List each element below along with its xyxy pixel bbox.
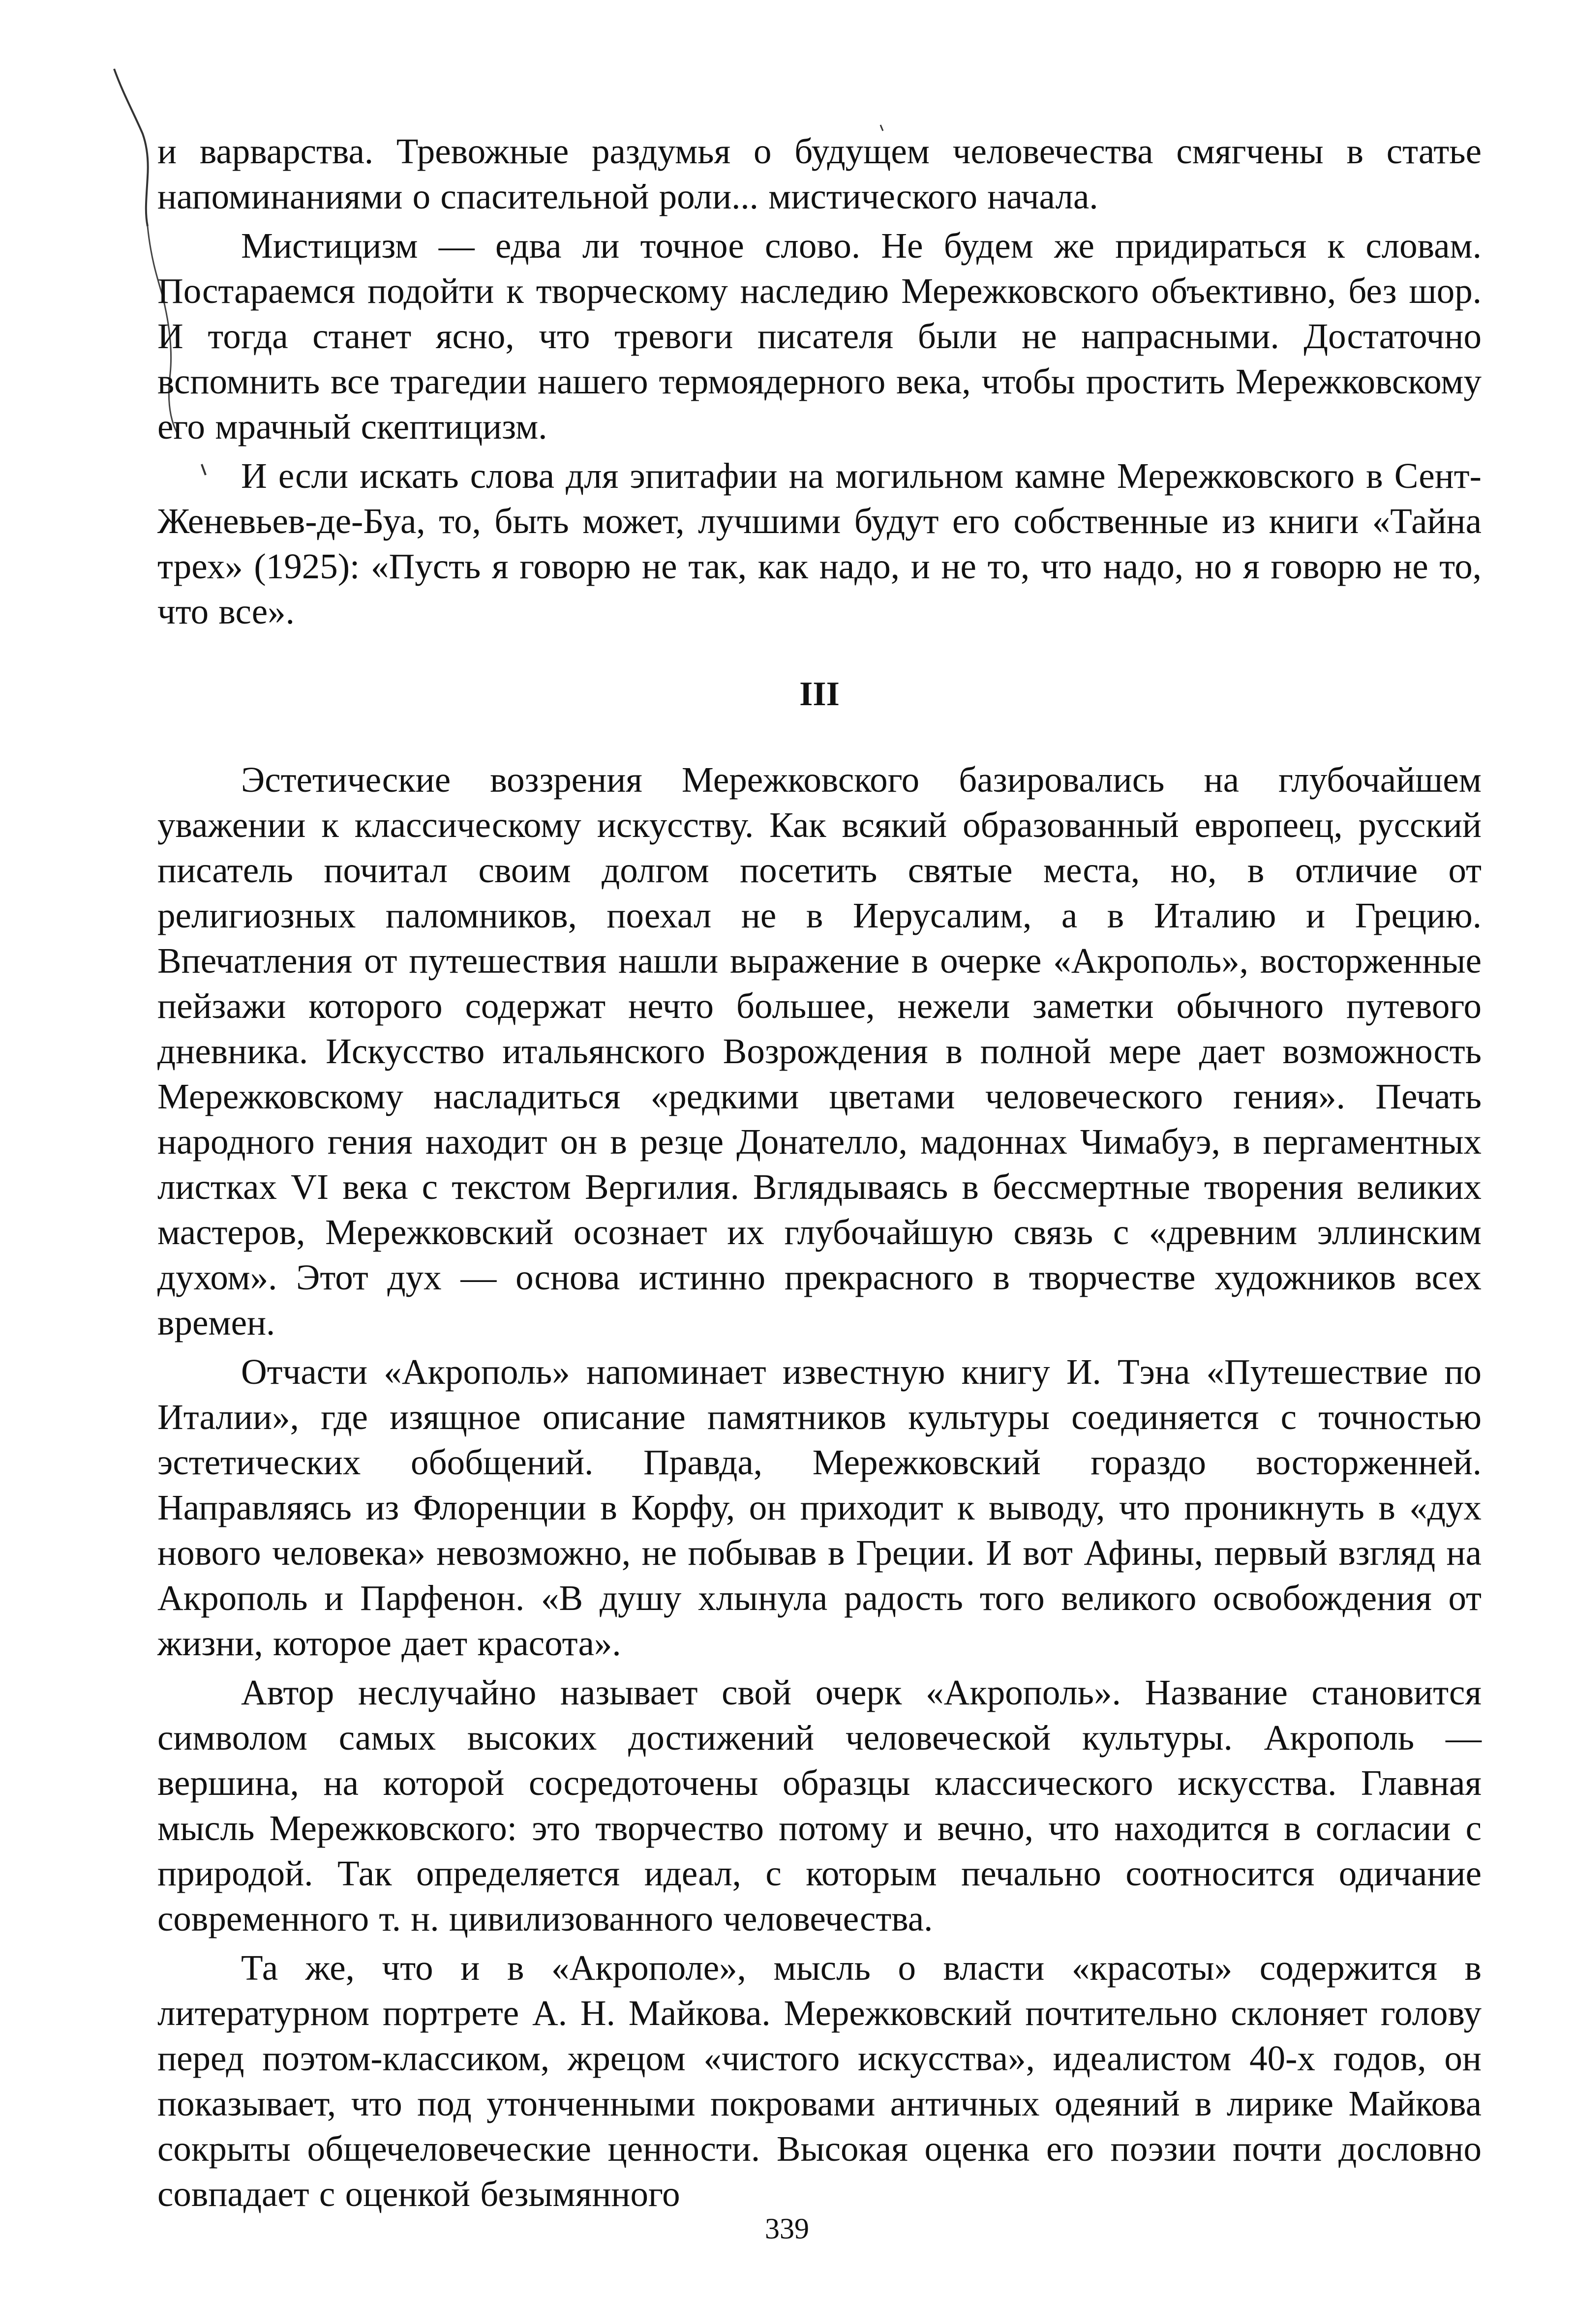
paragraph-3: И если искать слова для эпитафии на могильном камне Мережковского в Сент-Женевьев-де-Буа, то, быть может, лучшими будут его собственные из книги «Тайна трех» (1925): «Пусть я говорю не так, как надо, и не то, что надо, но я говорю не то, что все». bbox=[157, 456, 1482, 631]
page-number: 339 bbox=[765, 2212, 809, 2245]
paragraph-6: Автор неслучайно называет свой очерк «Акрополь». Название становится символом самых высоких достижений человеческой культуры. Акрополь — вершина, на которой сосредоточены образцы классического искусства. Главная мысль Мережковского: это творчество потому и вечно, что находится в согласии с природой. Так определяется идеал, с которым печально соотносится одичание современного т. н. цивилизованного человечества. bbox=[157, 1672, 1482, 1938]
paragraph-2: Мистицизм — едва ли точное слово. Не будем же придираться к словам. Постараемся подойти к творческому наследию Мережковского объективно, без шор. И тогда станет ясно, что тревоги писателя были не напрасными. Достаточно вспомнить все трагедии нашего термоядерного века, чтобы простить Мережковскому его мрачный скептицизм. bbox=[157, 226, 1482, 447]
section-heading: III bbox=[799, 675, 840, 713]
page-body bbox=[157, 129, 1482, 2217]
paragraph-1: и варварства. Тревожные раздумья о будущем человечества смягчены в статье напоминаниями о спасительной роли... мистического начала. bbox=[157, 131, 1482, 216]
paragraph-4: Эстетические воззрения Мережковского базировались на глубочайшем уважении к классическому искусству. Как всякий образованный европеец, русский писатель почитал своим долгом посетить святые места, но, в отличие от религиозных паломников, поехал не в Иерусалим, а в Италию и Грецию. Впечатления от путешествия нашли выражение в очерке «Акрополь», восторженные пейзажи которого содержат нечто большее, нежели заметки обычного путевого дневника. Искусство итальянского Возрождения в полной мере дает возможность Мережковскому насладиться «редкими цветами человеческого гения». Печать народного гения находит он в резце Донателло, мадоннах Чимабуэ, в пергаментных листках VI века с текстом Вергилия. Вглядываясь в бессмертные творения великих мастеров, Мережковский осознает их глубочайшую связь с «древним эллинским духом». Этот дух — основа истинно прекрасного в творчестве художников всех времен. bbox=[157, 760, 1482, 1342]
paragraph-5: Отчасти «Акрополь» напоминает известную книгу И. Тэна «Путешествие по Италии», где изящное описание памятников культуры соединяется с точностью эстетических обобщений. Правда, Мережковский гораздо восторженней. Направляясь из Флоренции в Корфу, он приходит к выводу, что проникнуть в «дух нового человека» невозможно, не побывав в Греции. И вот Афины, первый взгляд на Акрополь и Парфенон. «В душу хлынула радость того великого освобождения от жизни, которое дает красота». bbox=[157, 1352, 1482, 1663]
paragraph-7: Та же, что и в «Акрополе», мысль о власти «красоты» содержится в литературном портрете А. Н. Майкова. Мережковский почтительно склоняет голову перед поэтом-классиком, жрецом «чистого искусства», идеалистом 40-х годов, он показывает, что под утонченными покровами античных одеяний в лирике Майкова сокрыты общечеловеческие ценности. Высокая оценка его поэзии почти дословно совпадает с оценкой безымянного bbox=[157, 1948, 1482, 2214]
